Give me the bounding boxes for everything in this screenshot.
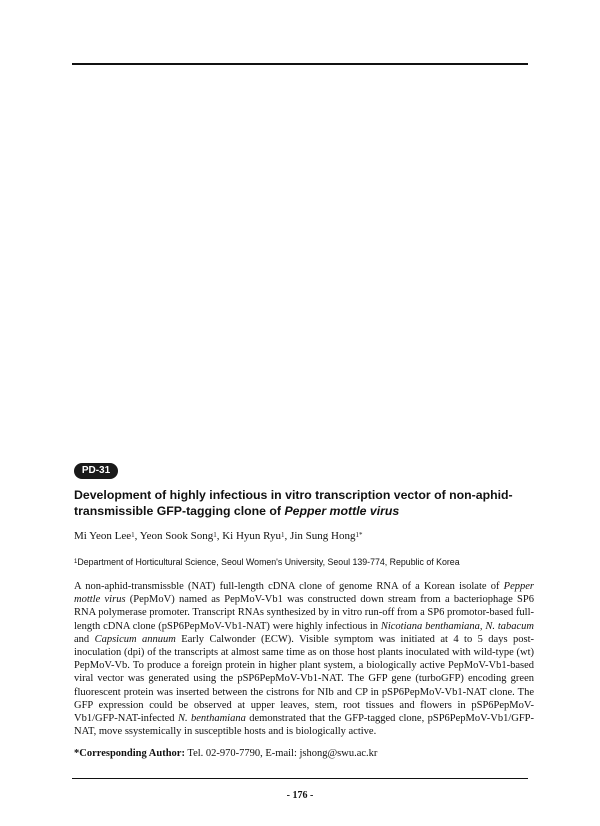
author-affil-mark: 1	[281, 531, 285, 539]
author-affil-mark: 1*	[355, 531, 363, 539]
abstract-text: demonstrated that the GFP-tagged clone, pSP6PepMoV-Vb1/GFP-NAT, move ssystemically in susceptible hosts and is biologically active.	[74, 713, 535, 738]
corresponding-author	[74, 747, 534, 761]
affiliation	[74, 556, 534, 568]
author-affil-mark: 1	[213, 531, 217, 539]
title-main: Development of highly infectious in vitro transcription vector of non-aphid-transmissible GFP-tagging clone of	[74, 488, 513, 518]
abstract-italic: Capsicum annuum	[94, 633, 176, 645]
abstract-text: Early Calwonder (ECW). Visible symptom was initiated at 4 to 5 days post-inoculation (dpi) of the transcripts at almost same time as on those host plants inoculated with wild-type (wt) PepMoV-Vb. To produce a foreign protein in higher plant system, a biologically active PepMoV-Vb1-based viral vector was generated using the pSP6PepMoV-Vb1-NAT. The GFP gene (turboGFP) encoding green fluorescent protein was inserted between the cistrons for NIb and CP in pSP6PepMoV-Vb1-NAT clone. The GFP expression could be observed at upper leaves, stem, root tissues and flowers in pSP6PepMoV-Vb1/GFP-NAT-infected	[74, 633, 534, 725]
affiliation-text: Department of Horticultural Science, Seoul Women's University, Seoul 139-774, Republic of Korea	[77, 557, 460, 567]
paper-title	[74, 487, 534, 519]
author-name: Yeon Sook Song	[139, 530, 214, 542]
author-name: Jin Sung Hong	[290, 530, 356, 542]
abstract-italic: Nicotiana benthamiana, N. tabacum	[380, 620, 534, 632]
abstract-text: (PepMoV) named as PepMoV-Vb1 was constructed down stream from a bacteriophage SP6 RNA polymerase promoter. Transcript RNAs synthesized by in vitro run-off from a SP6 promotor-based full-length cDNA clone (pSP6PepMoV-Vb1-NAT) were highly infectious in	[74, 594, 534, 632]
author-list: Mi Yeon Lee$^1$, Yeon Sook Song$^1$, Ki Hyun Ryu$^1$, Jin Sung Hong$^{1*}$	[74, 530, 363, 542]
page-number: - 176 -	[286, 790, 314, 801]
abstract-italic: Pepper mottle virus	[74, 581, 534, 606]
author-name: Mi Yeon Lee	[74, 530, 132, 542]
abstract-italic: N. benthamiana	[177, 713, 246, 725]
bottom-rule	[72, 778, 528, 779]
corresponding-label: *Corresponding Author:	[74, 748, 185, 759]
title-italic: Pepper mottle virus	[284, 504, 400, 518]
abstract-text: A non-aphid-transmissble (NAT) full-length cDNA clone of genome RNA of a Korean isolate of	[74, 581, 504, 592]
author-affil-mark: 1	[131, 531, 135, 539]
corresponding-contact: Tel. 02-970-7790, E-mail: jshong@swu.ac.kr	[184, 748, 378, 759]
abstract-body	[74, 580, 534, 738]
author-name: Ki Hyun Ryu	[222, 530, 282, 542]
affiliation-mark: 1	[74, 559, 78, 565]
abstract-text: and	[74, 633, 95, 645]
session-badge: PD-31	[74, 463, 118, 479]
top-rule	[72, 63, 528, 65]
